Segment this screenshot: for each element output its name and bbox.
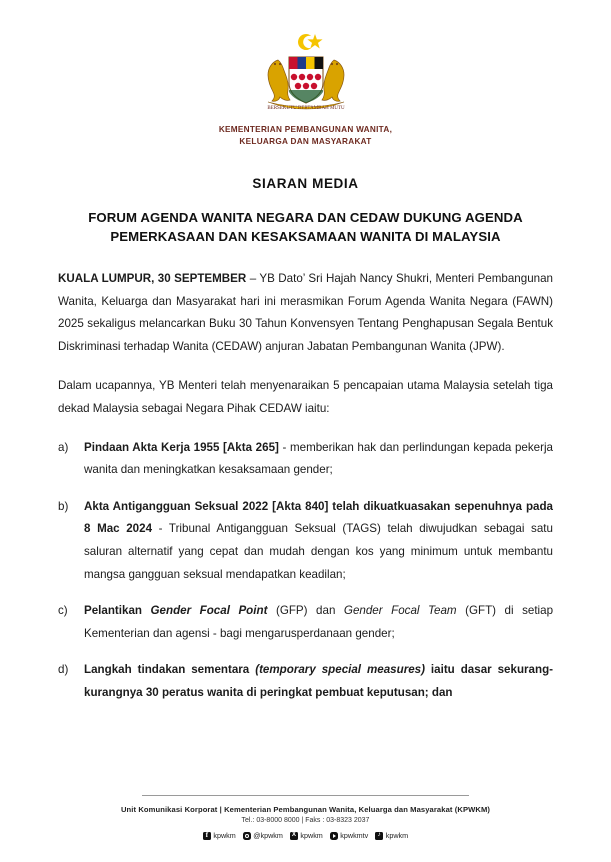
- social-handle-facebook: kpwkm: [213, 831, 236, 840]
- list-item-emphasis-2: Gender Focal Team: [343, 604, 457, 618]
- list-item-lead: Akta Antigangguan Seksual 2022 [Akta 840] telah dikuatkuasakan sepenuhnya pada 8 Mac 2024: [84, 499, 553, 536]
- list-item: [58, 496, 553, 586]
- lead-paragraph: [58, 268, 553, 358]
- svg-text:BERSEKUTU BERTAMBAH MUTU: BERSEKUTU BERTAMBAH MUTU: [266, 106, 345, 111]
- headline-line2: PEMERKASAAN DAN KESAKSAMAAN WANITA DI MALAYSIA: [110, 228, 501, 244]
- social-link-x[interactable]: [290, 831, 323, 840]
- list-marker: c): [58, 604, 68, 618]
- footer-organisation: Unit Komunikasi Korporat | Kementerian Pembangunan Wanita, Keluarga dan Masyarakat (KPWKM): [120, 805, 491, 814]
- social-handle-instagram: @kpwkm: [253, 831, 283, 840]
- list-item-rest: (GFT) di setiap Kementerian dan agensi - bagi mengarusperdanaan gender;: [84, 604, 554, 640]
- social-handle-tiktok: kpwkm: [385, 831, 409, 840]
- list-item-text: [84, 437, 553, 482]
- dateline: KUALA LUMPUR, 30 SEPTEMBER: [58, 272, 247, 286]
- footer-divider: [142, 795, 469, 796]
- page-footer: [58, 795, 553, 840]
- list-item-lead: Pindaan Akta Kerja 1955 [Akta 265]: [84, 440, 279, 454]
- youtube-icon: [330, 832, 338, 840]
- list-item-rest: - Tribunal Antigangguan Seksual (TAGS) telah diwujudkan sebagai satu saluran alternatif yang cepat dan mudah dengan kos yang minimum untuk membantu mangsa gangguan seksual mendapatkan keadilan;: [84, 522, 553, 581]
- instagram-icon: [243, 832, 251, 840]
- ministry-name-line2: KELUARGA DAN MASYARAKAT: [239, 136, 372, 146]
- list-item-lead: Pelantikan: [84, 604, 151, 618]
- malaysia-coat-of-arms-icon: [244, 30, 368, 116]
- list-marker: d): [58, 663, 69, 677]
- list-item: [58, 600, 553, 645]
- social-link-instagram[interactable]: [243, 831, 283, 840]
- ministry-name: [219, 124, 392, 148]
- list-item-text: [84, 659, 553, 704]
- list-item-text: [84, 600, 553, 645]
- social-link-tiktok[interactable]: [375, 831, 408, 840]
- headline-line1: FORUM AGENDA WANITA NEGARA DAN CEDAW DUKUNG AGENDA: [88, 209, 523, 225]
- social-link-facebook[interactable]: [203, 831, 236, 840]
- social-link-youtube[interactable]: [330, 831, 368, 840]
- ministry-name-line1: KEMENTERIAN PEMBANGUNAN WANITA,: [218, 125, 393, 134]
- list-marker: b): [58, 499, 69, 513]
- social-handle-youtube: kpwkmtv: [340, 831, 369, 840]
- list-item-mid: (GFP) dan: [267, 604, 344, 618]
- list-item-text: [84, 496, 553, 586]
- lead-paragraph-text: – YB Dato’ Sri Hajah Nancy Shukri, Menteri Pembangunan Wanita, Keluarga dan Masyarakat hari ini merasmikan Forum Agenda Wanita Negara (FAWN) 2025 sekaligus melancarkan Buku 30 Tahun Konvensyen Tentang Penghapusan Segala Bentuk Diskriminasi terhadap Wanita (CEDAW) anjuran Jabatan Pembangunan Wanita (JPW).: [58, 272, 553, 353]
- list-item-rest: iaitu dasar sekurang-kurangnya 30 peratus wanita di peringkat pembuat keputusan; dan: [84, 663, 554, 699]
- list-item-lead: Langkah tindakan sementara: [84, 663, 256, 677]
- document-label: SIARAN MEDIA: [252, 175, 359, 191]
- list-item-emphasis-1: (temporary special measures): [255, 663, 425, 677]
- second-paragraph: Dalam ucapannya, YB Menteri telah menyenaraikan 5 pencapaian utama Malaysia setelah tiga dekad Malaysia sebagai Negara Pihak CEDAW iaitu:: [58, 379, 553, 416]
- list-item: [58, 659, 553, 704]
- x-twitter-icon: [290, 832, 298, 840]
- page-title: [58, 208, 553, 246]
- social-links: [58, 831, 553, 840]
- list-item-rest: - memberikan hak dan perlindungan kepada pekerja wanita dan meningkatkan kesaksamaan gender;: [84, 440, 553, 477]
- list-item-emphasis-1: Gender Focal Point: [150, 604, 268, 618]
- list-item: [58, 437, 553, 482]
- tiktok-icon: [375, 832, 383, 840]
- letterhead: [58, 30, 553, 148]
- list-marker: a): [58, 440, 69, 454]
- social-handle-x: kpwkm: [300, 831, 323, 840]
- facebook-icon: [203, 832, 211, 840]
- footer-contact: Tel.: 03-8000 8000 | Faks : 03-8323 2037: [241, 817, 370, 824]
- achievements-list: [58, 437, 553, 705]
